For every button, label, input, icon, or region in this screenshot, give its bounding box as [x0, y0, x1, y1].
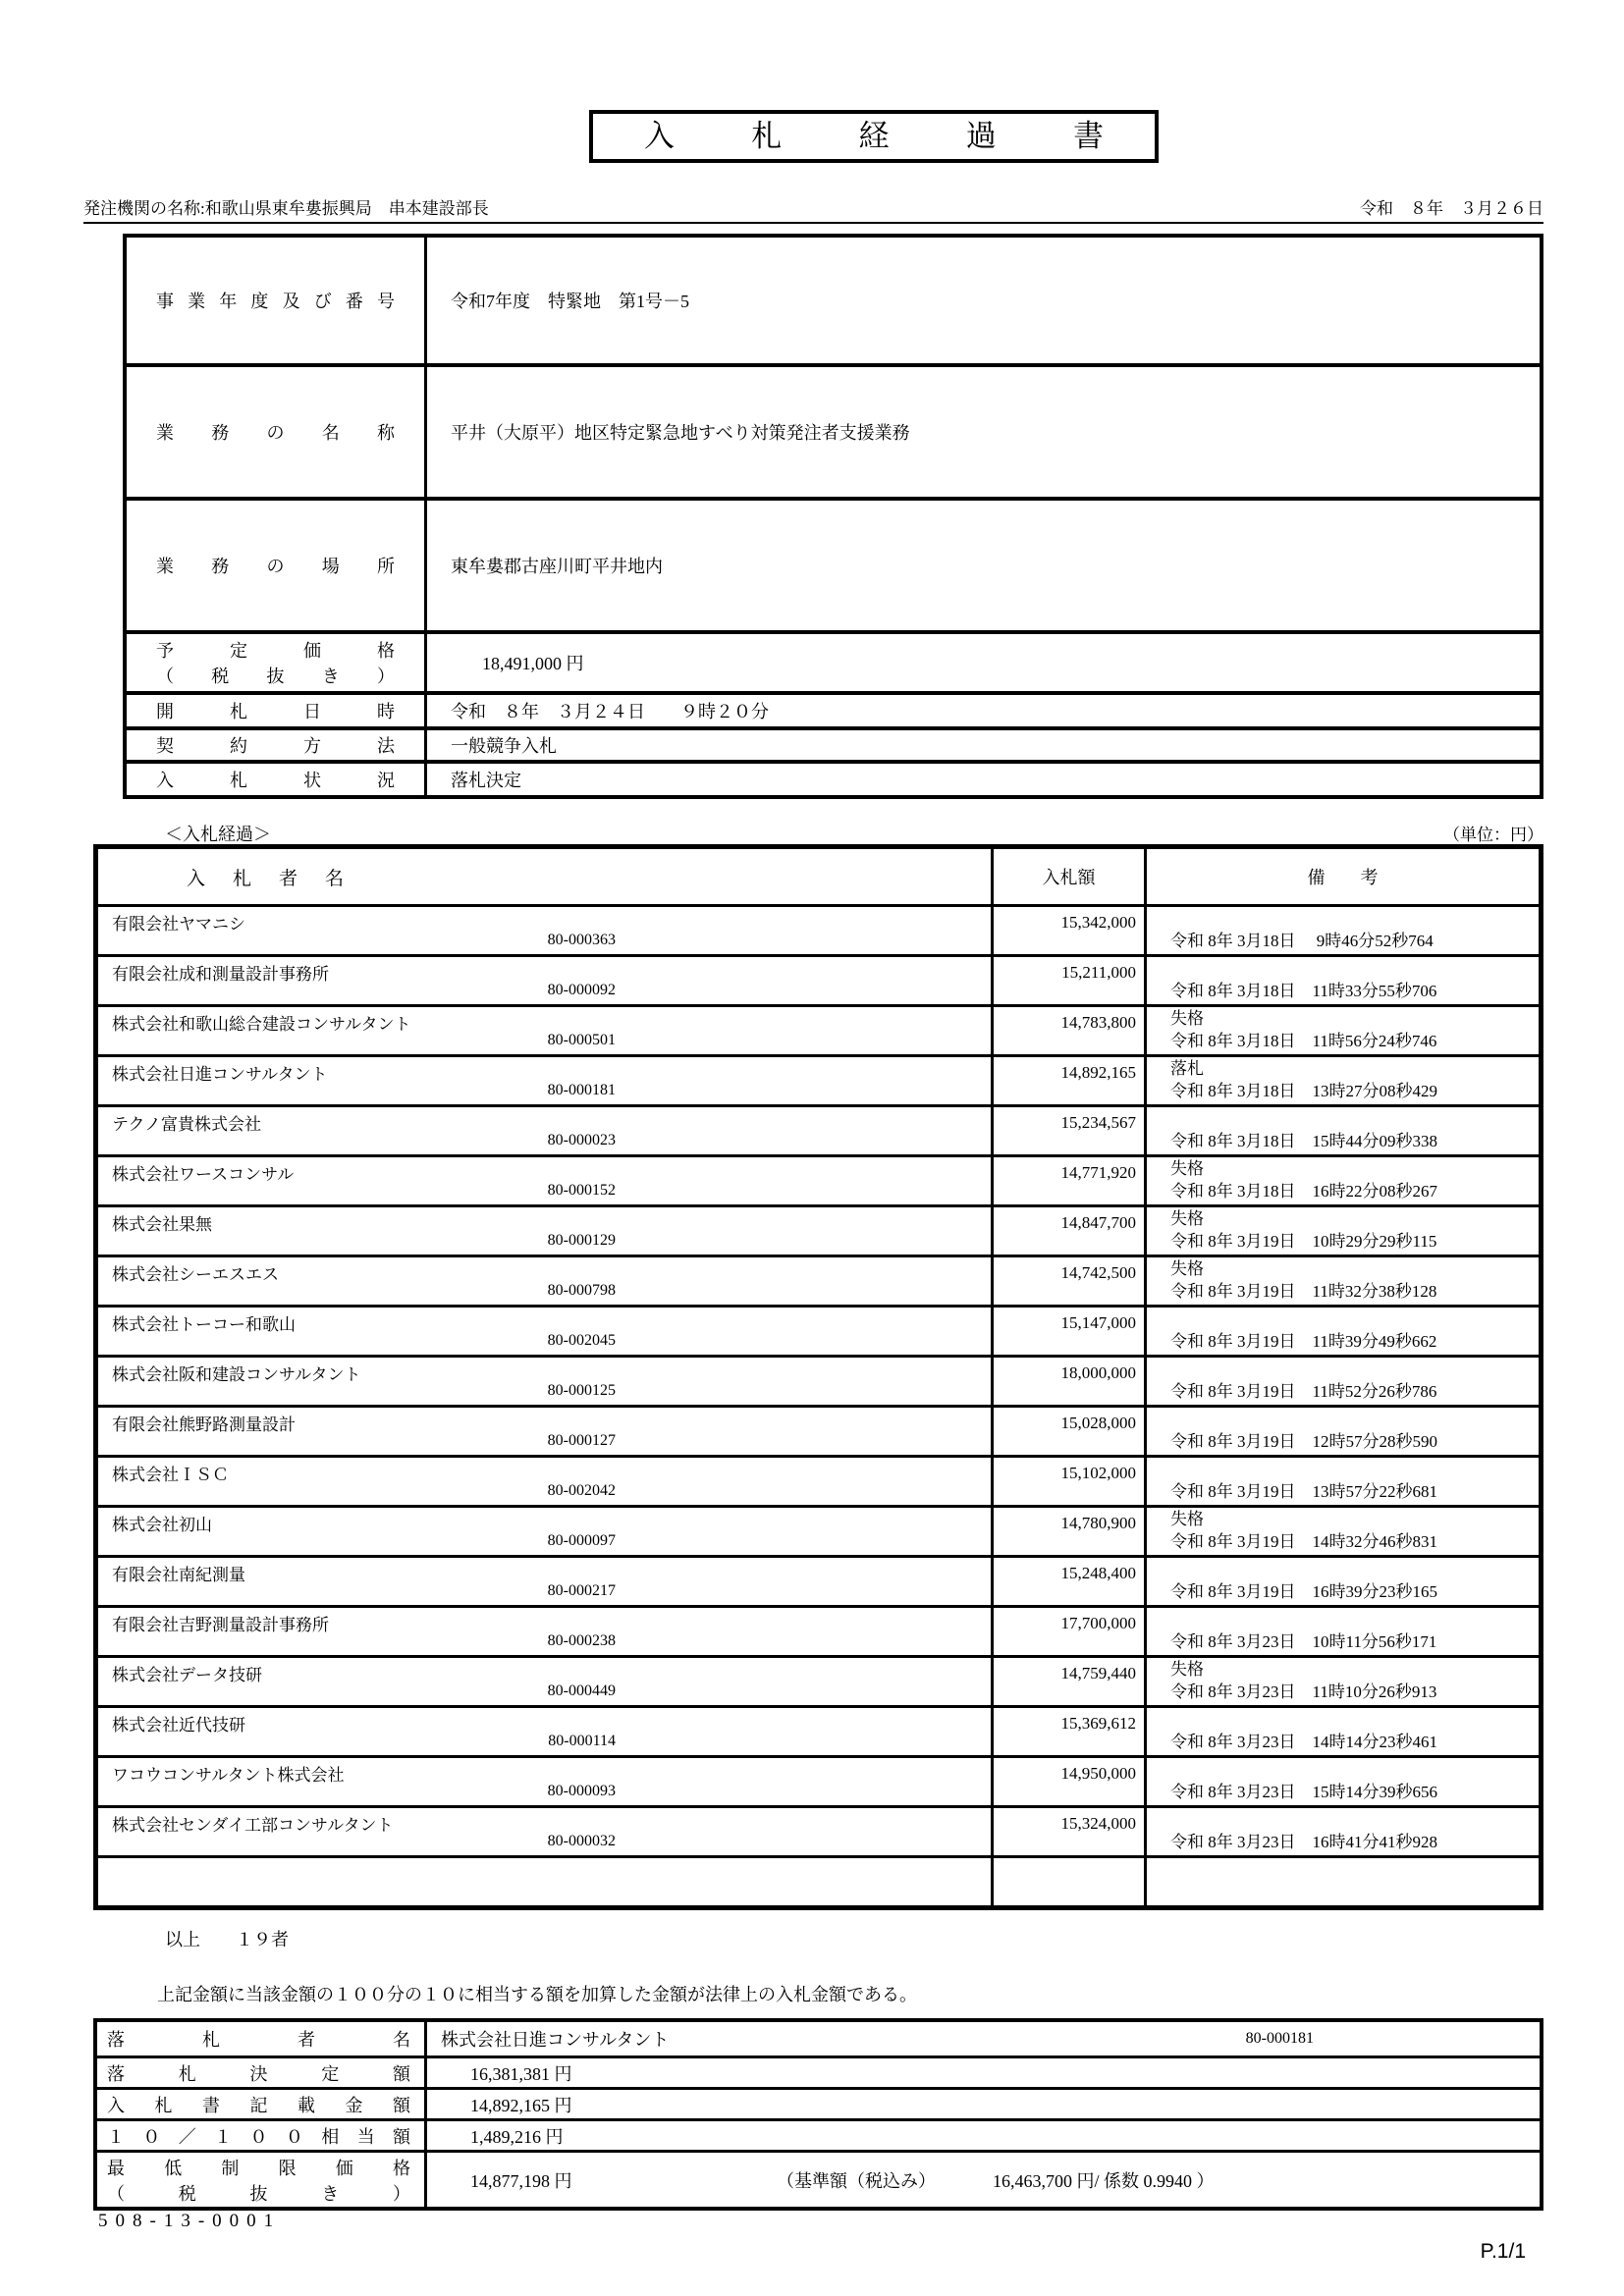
bidder-code: 80-000032 [547, 1833, 616, 1849]
info-value: 18,491,000 円 [482, 654, 584, 673]
bid-amount: 15,342,000 [994, 907, 1147, 954]
bid-datetime: 令和 8年 3月19日 10時29分29秒115 [1170, 1232, 1437, 1251]
bid-status: 失格 [1170, 1009, 1204, 1028]
bid-amount: 15,324,000 [994, 1808, 1147, 1855]
bidder-code: 80-000092 [547, 982, 616, 998]
bid-amount: 15,211,000 [994, 957, 1147, 1004]
bid-datetime: 令和 8年 3月19日 12時57分28秒590 [1170, 1432, 1437, 1451]
award-row-winner [97, 2022, 1540, 2056]
bidder-name: 株式会社センダイ工部コンサルタント [112, 1816, 394, 1835]
info-row-planned-price [127, 630, 1540, 691]
bid-amount: 15,028,000 [994, 1408, 1147, 1455]
page-number: P.1/1 [1480, 2240, 1526, 2263]
bid-amount: 14,742,500 [994, 1257, 1147, 1305]
unit-note: （単位：円） [1443, 826, 1543, 844]
table-row [98, 1104, 1539, 1154]
award-row-minimum-price [97, 2150, 1540, 2207]
bidder-code: 80-002042 [547, 1482, 616, 1499]
award-label: 落札者名 [107, 2030, 410, 2050]
bidder-code: 80-000097 [547, 1532, 616, 1549]
bid-amount: 15,248,400 [994, 1558, 1147, 1605]
info-row-contract-method [127, 726, 1540, 760]
bidder-code: 80-000114 [548, 1733, 616, 1749]
table-row [98, 1004, 1539, 1054]
bid-amount: 15,102,000 [994, 1458, 1147, 1505]
bidder-name: 株式会社阪和建設コンサルタント [112, 1365, 361, 1384]
bidder-name: 有限会社成和測量設計事務所 [112, 965, 329, 984]
bid-written-amount: 14,892,165 円 [470, 2095, 572, 2115]
bid-datetime: 令和 8年 3月19日 11時39分49秒662 [1170, 1332, 1437, 1351]
bidder-code: 80-000501 [547, 1032, 616, 1048]
info-label: 業務の場所 [156, 557, 395, 576]
award-label: 落札決定額 [107, 2063, 410, 2084]
bidder-code: 80-000181 [547, 1082, 616, 1098]
bidder-name: 有限会社南紀測量 [112, 1566, 245, 1584]
info-row-project-location [127, 497, 1540, 630]
bidder-name: 株式会社シーエスエス [112, 1265, 279, 1284]
bid-datetime: 令和 8年 3月18日 11時56分24秒746 [1170, 1032, 1437, 1050]
bidder-name: 株式会社日進コンサルタント [112, 1065, 328, 1084]
bid-amount: 15,234,567 [994, 1107, 1147, 1154]
bidder-code: 80-000238 [547, 1632, 616, 1649]
bid-datetime: 令和 8年 3月19日 11時52分26秒786 [1170, 1382, 1437, 1401]
award-row-decision-amount [97, 2056, 1540, 2087]
bid-status: 失格 [1170, 1209, 1204, 1228]
column-header-remark: 備 考 [1307, 868, 1379, 887]
bidder-name: ワコウコンサルタント株式会社 [112, 1766, 345, 1785]
bidder-count: 以上 １９者 [165, 1930, 289, 1949]
project-info-table [123, 234, 1543, 799]
bid-datetime: 令和 8年 3月18日 13時27分08秒429 [1170, 1082, 1437, 1100]
bidder-name: 株式会社果無 [112, 1215, 212, 1234]
award-label: 入札書記載金額 [107, 2095, 410, 2115]
bid-history-heading: ＜入札経過＞ [165, 825, 271, 844]
ordering-agency: 発注機関の名称:和歌山県東牟婁振興局 串本建設部長 [83, 199, 489, 218]
award-label: １０／１００相当額 [107, 2126, 410, 2147]
bid-datetime: 令和 8年 3月23日 16時41分41秒928 [1170, 1833, 1437, 1851]
table-row [98, 1755, 1539, 1805]
info-row-project-number [127, 238, 1540, 363]
table-row [98, 954, 1539, 1004]
table-row [98, 904, 1539, 954]
info-value: 東牟婁郡古座川町平井地内 [451, 557, 663, 576]
bidder-name: 株式会社トーコー和歌山 [112, 1315, 296, 1334]
bid-amount: 14,950,000 [994, 1758, 1147, 1805]
bidder-name: 株式会社近代技研 [112, 1716, 245, 1735]
bid-status: 失格 [1170, 1660, 1204, 1679]
bidder-name: 有限会社ヤマニシ [112, 915, 245, 934]
info-value: 一般競争入札 [451, 736, 557, 756]
info-row-bid-status [127, 760, 1540, 795]
info-label: 入札状況 [156, 771, 395, 790]
info-label: 事業年度及び番号 [156, 292, 395, 311]
award-label: 最低制限価格 [107, 2158, 410, 2178]
table-row [98, 1204, 1539, 1255]
bid-datetime: 令和 8年 3月23日 15時14分39秒656 [1170, 1783, 1437, 1801]
bidder-name: 株式会社和歌山総合建設コンサルタント [112, 1015, 411, 1034]
bidder-code: 80-000798 [547, 1282, 616, 1299]
award-summary-table [93, 2018, 1543, 2211]
bid-amount: 15,147,000 [994, 1308, 1147, 1355]
info-row-project-name [127, 363, 1540, 497]
table-row [98, 1255, 1539, 1305]
bidder-name: 有限会社吉野測量設計事務所 [112, 1616, 329, 1634]
bid-amount: 14,759,440 [994, 1658, 1147, 1705]
table-row [98, 1655, 1539, 1705]
bidder-code: 80-000217 [547, 1582, 616, 1599]
bidder-name: 株式会社データ技研 [112, 1666, 262, 1684]
bid-datetime: 令和 8年 3月19日 14時32分46秒831 [1170, 1532, 1437, 1551]
bidder-code: 80-000125 [547, 1382, 616, 1399]
decision-amount: 16,381,381 円 [470, 2063, 572, 2084]
base-amount-value: 16,463,700 円/ 係数 0.9940 ） [993, 2170, 1215, 2191]
form-number: 508-13-0001 [98, 2211, 282, 2231]
info-value: 平井（大原平）地区特定緊急地すべり対策発注者支援業務 [451, 423, 910, 443]
bid-status: 失格 [1170, 1159, 1204, 1178]
info-label: 開札日時 [156, 702, 395, 721]
bid-rows [98, 904, 1539, 1855]
bid-status: 失格 [1170, 1510, 1204, 1528]
info-row-opening-datetime [127, 691, 1540, 726]
bidder-name: テクノ富貴株式会社 [112, 1115, 261, 1134]
column-header-bidder: 入札者名 [98, 849, 994, 904]
bid-status: 落札 [1170, 1059, 1204, 1078]
bid-datetime: 令和 8年 3月19日 11時32分38秒128 [1170, 1282, 1437, 1301]
bid-amount: 14,780,900 [994, 1508, 1147, 1555]
info-value: 令和7年度 特緊地 第1号－5 [451, 292, 689, 311]
bid-datetime: 令和 8年 3月18日 15時44分09秒338 [1170, 1132, 1437, 1150]
bid-datetime: 令和 8年 3月18日 16時22分08秒267 [1170, 1182, 1437, 1201]
legal-note: 上記金額に当該金額の１００分の１０に相当する額を加算した金額が法律上の入札金額である。 [157, 1985, 917, 2004]
winner-name: 株式会社日進コンサルタント [441, 2030, 670, 2050]
award-label-sub: （税抜き） [107, 2183, 410, 2204]
bidder-code: 80-002045 [547, 1332, 616, 1349]
info-label: 契約方法 [156, 736, 395, 756]
bid-amount: 18,000,000 [994, 1358, 1147, 1405]
document-header [83, 194, 1543, 224]
table-row [98, 1805, 1539, 1855]
info-value: 令和 ８年 ３月２４日 ９時２０分 [451, 702, 769, 721]
bidder-name: 株式会社ワースコンサル [112, 1165, 295, 1184]
bid-datetime: 令和 8年 3月23日 11時10分26秒913 [1170, 1682, 1437, 1701]
bid-amount: 17,700,000 [994, 1608, 1147, 1655]
empty-row [98, 1855, 1539, 1905]
info-label: 業務の名称 [156, 423, 395, 443]
bidder-code: 80-000129 [547, 1232, 616, 1249]
bidder-name: 株式会社初山 [112, 1516, 212, 1534]
bid-history-table [93, 844, 1543, 1910]
info-label: 予定価格 [156, 641, 395, 661]
minimum-price: 14,877,198 円 [470, 2170, 572, 2191]
table-row [98, 1605, 1539, 1655]
table-row [98, 1355, 1539, 1405]
document-date: 令和 ８年 ３月２６日 [1360, 199, 1543, 218]
bidder-code: 80-000023 [547, 1132, 616, 1148]
table-row [98, 1505, 1539, 1555]
bid-datetime: 令和 8年 3月19日 16時39分23秒165 [1170, 1582, 1437, 1601]
bid-amount: 14,847,700 [994, 1207, 1147, 1255]
info-label-sub: （税抜き） [156, 667, 395, 686]
base-amount-label: （基準額（税込み） [777, 2170, 936, 2191]
bidder-code: 80-000363 [547, 932, 616, 948]
bid-status: 失格 [1170, 1259, 1204, 1278]
bidder-code: 80-000127 [547, 1432, 616, 1449]
info-value: 落札決定 [451, 771, 521, 790]
table-row [98, 1705, 1539, 1755]
ten-percent-amount: 1,489,216 円 [470, 2126, 564, 2147]
bidder-code: 80-000152 [547, 1182, 616, 1199]
table-row [98, 1455, 1539, 1505]
document-title: 入札経過書 [589, 110, 1159, 163]
bid-datetime: 令和 8年 3月23日 14時14分23秒461 [1170, 1733, 1437, 1751]
bid-amount: 14,771,920 [994, 1157, 1147, 1204]
bidder-name: 株式会社ＩＳＣ [112, 1466, 229, 1484]
table-row [98, 1305, 1539, 1355]
bid-datetime: 令和 8年 3月18日 11時33分55秒706 [1170, 982, 1437, 1000]
bid-amount: 14,783,800 [994, 1007, 1147, 1054]
bidder-name: 有限会社熊野路測量設計 [112, 1415, 296, 1434]
award-row-bid-written-amount [97, 2087, 1540, 2118]
award-row-ten-percent [97, 2118, 1540, 2150]
bidder-code: 80-000093 [547, 1783, 616, 1799]
bid-amount: 15,369,612 [994, 1708, 1147, 1755]
column-header-amount: 入札額 [994, 849, 1147, 904]
bid-amount: 14,892,165 [994, 1057, 1147, 1104]
bid-datetime: 令和 8年 3月19日 13時57分22秒681 [1170, 1482, 1437, 1501]
winner-code: 80-000181 [1245, 2030, 1314, 2047]
table-row [98, 1405, 1539, 1455]
bid-table-header [98, 849, 1539, 904]
bid-datetime: 令和 8年 3月23日 10時11分56秒171 [1170, 1632, 1437, 1651]
table-row [98, 1154, 1539, 1204]
bidder-code: 80-000449 [547, 1682, 616, 1699]
table-row [98, 1555, 1539, 1605]
table-row [98, 1054, 1539, 1104]
bid-datetime: 令和 8年 3月18日 9時46分52秒764 [1170, 932, 1434, 950]
